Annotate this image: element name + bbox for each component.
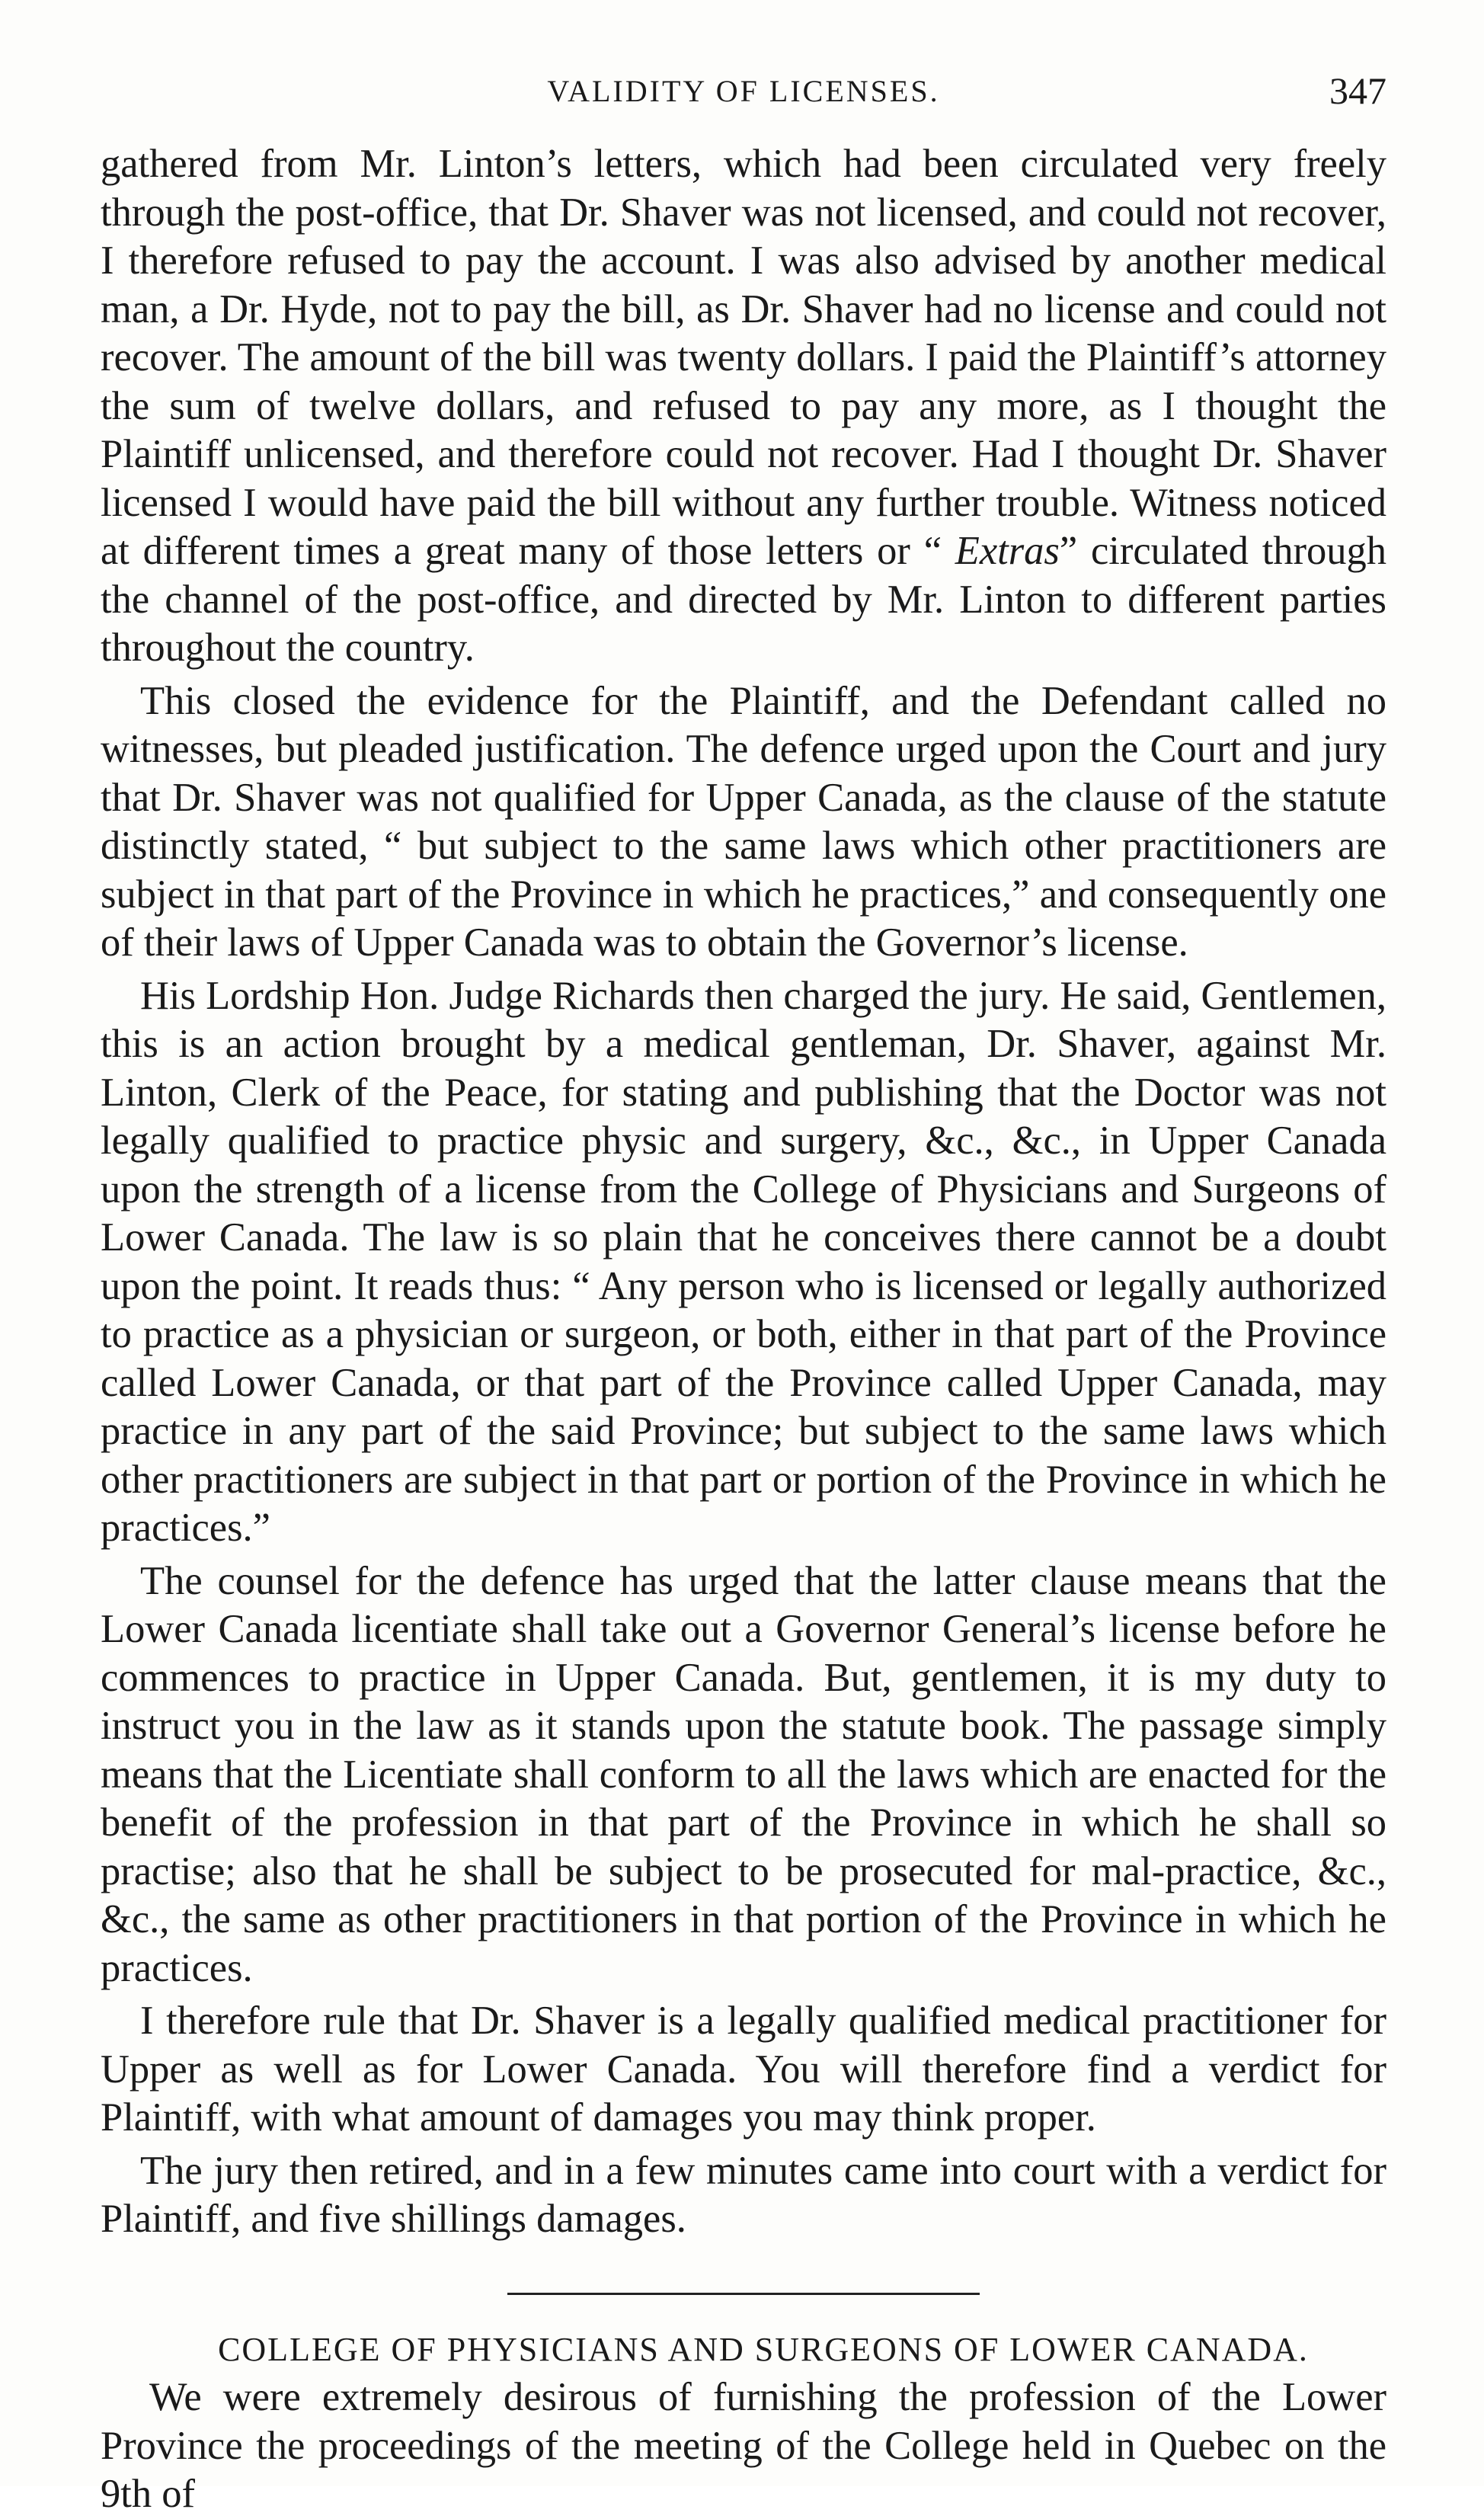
running-title: VALIDITY OF LICENSES.: [547, 74, 940, 108]
paragraph: His Lordship Hon. Judge Richards then charged the jury. He said, Gentlemen, this is an action brought by a medical gentleman, Dr. Shaver, against Mr. Linton, Clerk of the Peace, for stating and publishing that the Doctor was not legally qualified to practice physic and surgery, &c., &c., in Upper Canada upon the strength of a license from the College of Physicians and Surgeons of Lower Canada. The law is so plain that he conceives there cannot be a doubt upon the point. It reads thus: “ Any person who is licensed or legally authorized to practice as a physician or surgeon, or both, either in that part of the Province called Lower Canada, or that part of the Province called Upper Canada, may practice in any part of the said Province; but subject to the same laws which other practitioners are subject in that part or portion of the Province in which he practices.”: [101, 973, 1386, 1550]
body-text: [101, 140, 1386, 2519]
paragraph: I therefore rule that Dr. Shaver is a legally qualified medical practitioner for Upper as well as for Lower Canada. You will therefore find a verdict for Plaintiff, with what amount of damages you may think proper.: [101, 1999, 1386, 2140]
quote-mark: “: [923, 529, 942, 573]
paragraph: The counsel for the defence has urged that the latter clause means that the Lower Canada licentiate shall take out a Governor General’s license before he commences to practice in Upper Canada. But, gentlemen, it is my duty to instruct you in the law as it stands upon the statute book. The passage simply means that the Licentiate shall conform to all the laws which are enacted for the benefit of the profession in that part of the Province in which he shall so practise; also that he shall be subject to be prosecuted for mal-practice, &c., &c., the same as other practitioners in that portion of the Province in which he practices.: [101, 1558, 1386, 1990]
italic-term: Extras: [955, 529, 1060, 573]
paragraph-text: gathered from Mr. Linton’s letters, which had been circulated very freely through the post-office, that Dr. Shaver was not licensed, and could not recover, I therefore refused to pay the account. I was also advised by another medical man, a Dr. Hyde, not to pay the bill, as Dr. Shaver had no license and could not recover. The amount of the bill was twenty dollars. I paid the Plaintiff’s attorney the sum of twelve dollars, and refused to pay any more, as I thought the Plaintiff unlicensed, and therefore could not recover. Had I thought Dr. Shaver licensed I would have paid the bill without any further trouble. Witness noticed at different times a great many of those letters or: [101, 142, 1386, 573]
paragraph-continued: [101, 140, 1386, 673]
paragraph: This closed the evidence for the Plaintiff, and the Defendant called no witnesses, but pleaded justification. The defence urged upon the Court and jury that Dr. Shaver was not qualified for Upper Canada, as the clause of the statute distinctly stated, “ but subject to the same laws which other practitioners are subject in that part of the Province in which he practices,” and consequently one of their laws of Upper Canada was to obtain the Governor’s license.: [101, 678, 1386, 965]
section-divider: [507, 2293, 980, 2295]
page-number: 347: [1329, 69, 1386, 112]
paragraph: The jury then retired, and in a few minutes came into court with a verdict for Plaintiff, and five shillings damages.: [101, 2148, 1386, 2241]
paragraph-tail: ” circulated through the channel of the post-office, and directed by Mr. Linton to different parties throughout the country.: [101, 529, 1387, 670]
section-heading: COLLEGE OF PHYSICIANS AND SURGEONS OF LOWER CANADA.: [218, 2330, 1309, 2368]
running-head: [101, 69, 1386, 119]
section-opening-paragraph: We were extremely desirous of furnishing the profession of the Lower Province the proceedings of the meeting of the College held in Quebec on the 9th of: [101, 2375, 1386, 2516]
